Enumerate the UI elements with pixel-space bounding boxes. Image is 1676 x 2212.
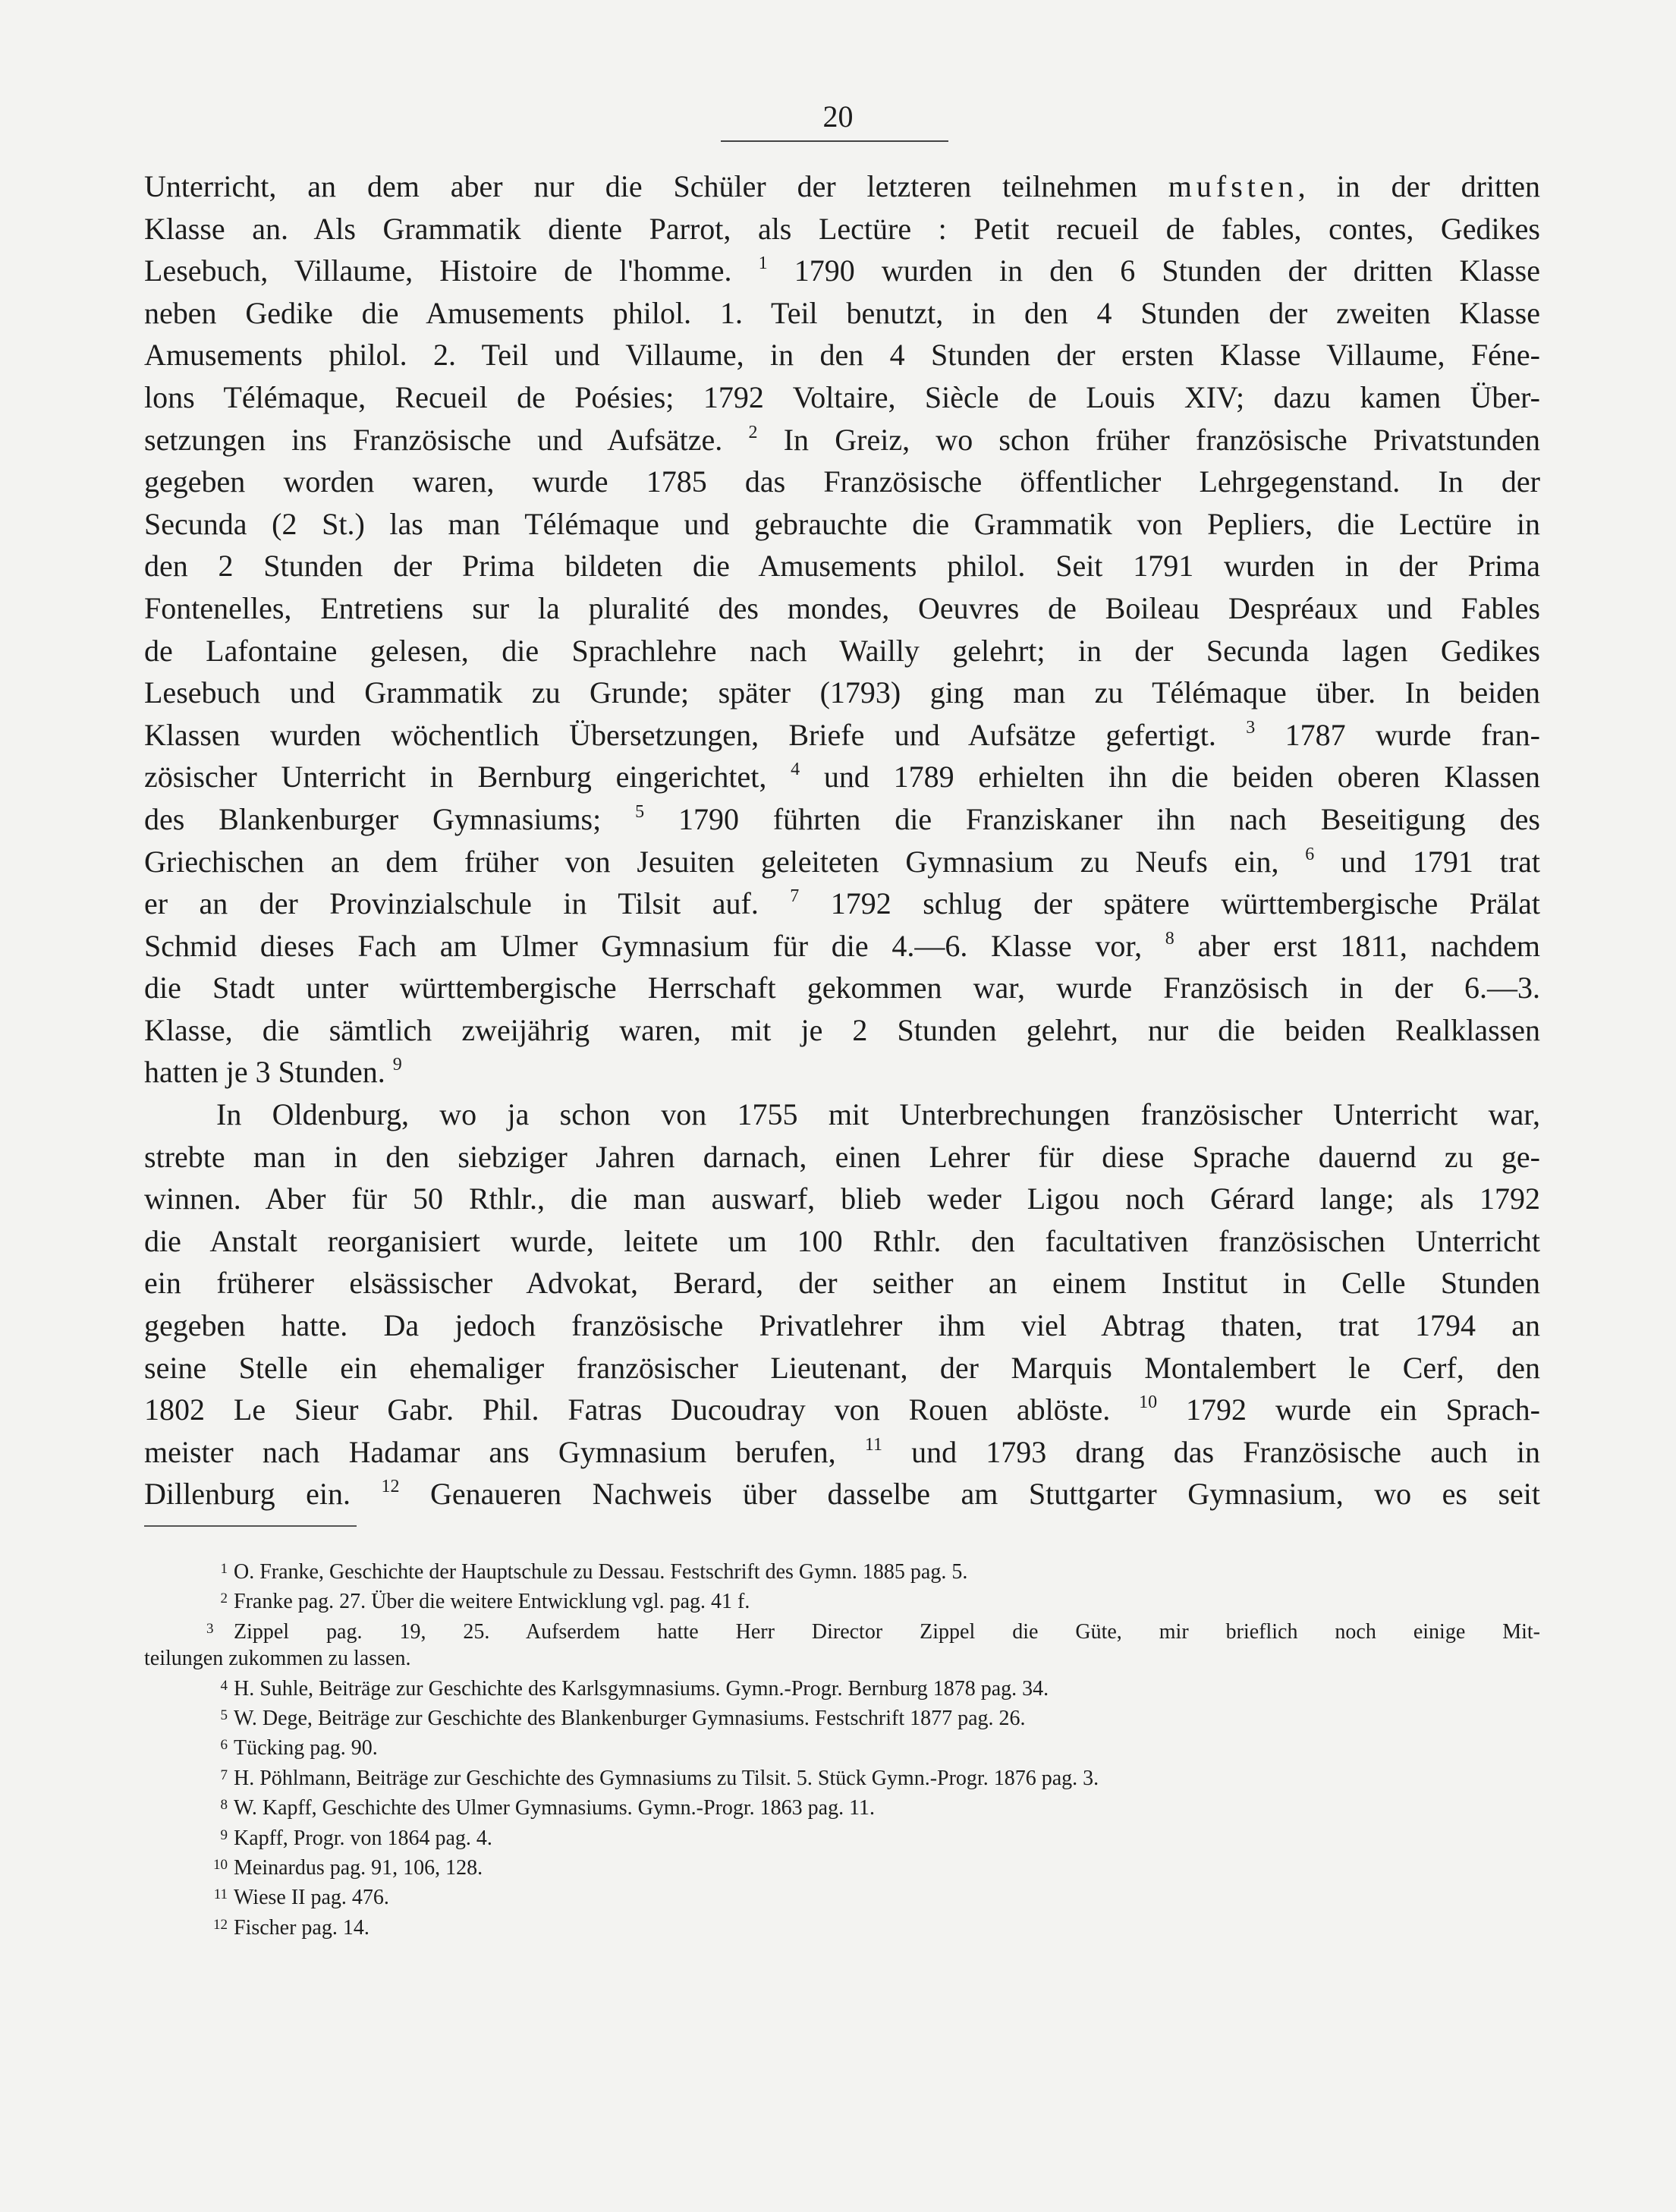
footnote bbox=[144, 1616, 1540, 1645]
text-line: gegeben hatte. Da jedoch französische Privatlehrer ihm viel Abtrag thaten, trat 1794 an bbox=[144, 1308, 1540, 1343]
footnote bbox=[144, 1912, 1540, 1941]
footnote bbox=[144, 1585, 1540, 1615]
footnote-text: Zippel pag. 19, 25. Aufserdem hatte Herr Director Zippel die Güte, mir brieflich noch einige Mit- bbox=[234, 1619, 1540, 1644]
text-line bbox=[144, 250, 1540, 292]
footnote bbox=[144, 1822, 1540, 1852]
text-segment: 1792 wurde ein Sprach- bbox=[1157, 1392, 1540, 1427]
text-line: gegeben worden waren, wurde 1785 das Französische öffentlicher Lehrgegenstand. In der bbox=[144, 464, 1540, 499]
footnote-number: 2 bbox=[220, 1591, 228, 1607]
text-line bbox=[144, 165, 1540, 208]
text-line: Klasse, die sämtlich zweijährig waren, mit je 2 Stunden gelehrt, nur die beiden Realklassen bbox=[144, 1012, 1540, 1047]
footnote-marker: 8 bbox=[1165, 928, 1174, 949]
footnote-text: O. Franke, Geschichte der Hauptschule zu Dessau. Festschrift des Gymn. 1885 pag. 5. bbox=[234, 1560, 968, 1584]
footnote bbox=[144, 1852, 1540, 1881]
text-line: de Lafontaine gelesen, die Sprachlehre nach Wailly gelehrt; in der Secunda lagen Gedikes bbox=[144, 633, 1540, 668]
footnote-marker: 5 bbox=[635, 801, 645, 822]
paragraph-2 bbox=[144, 1093, 1540, 1515]
footnote-number: 6 bbox=[220, 1737, 228, 1754]
text-line bbox=[144, 1051, 1540, 1093]
text-line bbox=[144, 756, 1540, 798]
footnote bbox=[144, 1762, 1540, 1792]
footnote bbox=[144, 1881, 1540, 1911]
footnote-text: H. Pöhlmann, Beiträge zur Geschichte des Gymnasiums zu Tilsit. 5. Stück Gymn.-Progr. 1876 pag. 3. bbox=[234, 1766, 1099, 1790]
text-line: die Stadt unter württembergische Herrschaft gekommen war, wurde Französisch in der 6.—3. bbox=[144, 971, 1540, 1005]
text-segment: 1787 wurde fran- bbox=[1255, 717, 1540, 752]
text-segment: des Blankenburger Gymnasiums; bbox=[144, 801, 636, 836]
footnote-rule bbox=[144, 1525, 357, 1527]
text-segment: , in der dritten bbox=[1297, 169, 1540, 203]
text-line: Klasse an. Als Grammatik diente Parrot, als Lectüre : Petit recueil de fables, contes, Gedikes bbox=[144, 211, 1540, 246]
footnote-text: Kapff, Progr. von 1864 pag. 4. bbox=[234, 1826, 492, 1850]
footnote-marker: 12 bbox=[381, 1477, 400, 1497]
page-number-rule bbox=[721, 140, 948, 142]
footnote-text: Meinardus pag. 91, 106, 128. bbox=[234, 1856, 483, 1880]
footnote-number: 5 bbox=[220, 1707, 228, 1724]
footnote-text: W. Kapff, Geschichte des Ulmer Gymnasiums. Gymn.-Progr. 1863 pag. 11. bbox=[234, 1796, 876, 1820]
text-line: winnen. Aber für 50 Rthlr., die man auswarf, blieb weder Ligou noch Gérard lange; als 1792 bbox=[144, 1182, 1540, 1216]
text-line: strebte man in den siebziger Jahren darnach, einen Lehrer für diese Sprache dauernd zu ge- bbox=[144, 1139, 1540, 1174]
footnote-text: W. Dege, Beiträge zur Geschichte des Blankenburger Gymnasiums. Festschrift 1877 pag. 26. bbox=[234, 1707, 1026, 1731]
text-line: Lesebuch und Grammatik zu Grunde; später (1793) ging man zu Télémaque über. In beiden bbox=[144, 675, 1540, 710]
text-segment: er an der Provinzialschule in Tilsit auf. bbox=[144, 886, 791, 921]
footnote-text: Tücking pag. 90. bbox=[234, 1736, 378, 1760]
text-line bbox=[144, 1473, 1540, 1515]
footnotes bbox=[144, 1556, 1540, 1941]
text-line bbox=[144, 714, 1540, 757]
text-line bbox=[144, 925, 1540, 968]
footnote-marker: 10 bbox=[1139, 1392, 1158, 1413]
footnote bbox=[144, 1792, 1540, 1821]
text-line: den 2 Stunden der Prima bildeten die Amusements philol. Seit 1791 wurden in der Prima bbox=[144, 549, 1540, 584]
text-line: Fontenelles, Entretiens sur la pluralité des mondes, Oeuvres de Boileau Despréaux und Fables bbox=[144, 590, 1540, 625]
footnote-marker: 7 bbox=[790, 886, 800, 907]
footnote-marker: 3 bbox=[1246, 717, 1256, 738]
text-segment: Schmid dieses Fach am Ulmer Gymnasium für die 4.—6. Klasse vor, bbox=[144, 928, 1165, 963]
text-segment: Griechischen an dem früher von Jesuiten geleiteten Gymnasium zu Neufs ein, bbox=[144, 844, 1306, 879]
text-line bbox=[144, 883, 1540, 925]
text-segment: 1790 wurden in den 6 Stunden der dritten Klasse bbox=[767, 253, 1541, 288]
page-number: 20 bbox=[822, 99, 854, 134]
footnote-marker: 2 bbox=[748, 422, 758, 442]
footnote bbox=[144, 1672, 1540, 1702]
footnote-marker: 4 bbox=[791, 760, 800, 780]
text-segment: 1802 Le Sieur Gabr. Phil. Fatras Ducoudray von Rouen ablöste. bbox=[144, 1392, 1140, 1427]
text-segment: setzungen ins Französische und Aufsätze. bbox=[144, 422, 749, 457]
footnote-number: 1 bbox=[220, 1561, 228, 1577]
text-line: ein früherer elsässischer Advokat, Berard, der seither an einem Institut in Celle Stunden bbox=[144, 1266, 1540, 1301]
text-segment: 1792 schlug der spätere württembergische Prälat bbox=[799, 886, 1540, 921]
text-segment: meister nach Hadamar ans Gymnasium berufen, bbox=[144, 1434, 865, 1469]
text-line bbox=[144, 798, 1540, 841]
text-segment: hatten je 3 Stunden. bbox=[144, 1055, 393, 1090]
footnote-marker: 11 bbox=[864, 1434, 882, 1455]
text-segment: 1790 führten die Franziskaner ihn nach Beseitigung des bbox=[644, 801, 1540, 836]
text-segment: und 1791 trat bbox=[1314, 844, 1540, 879]
footnote bbox=[144, 1732, 1540, 1761]
text-line: Secunda (2 St.) las man Télémaque und gebrauchte die Grammatik von Pepliers, die Lectüre in bbox=[144, 506, 1540, 541]
body-text bbox=[144, 165, 1540, 1515]
text-segment: In Greiz, wo schon früher französische Privatstunden bbox=[757, 422, 1541, 457]
footnote-number: 9 bbox=[220, 1827, 228, 1843]
footnote-number: 7 bbox=[220, 1767, 228, 1783]
text-line: seine Stelle ein ehemaliger französischer Lieutenant, der Marquis Montalembert le Cerf, den bbox=[144, 1350, 1540, 1385]
text-line bbox=[144, 841, 1540, 883]
footnote-number: 4 bbox=[220, 1677, 228, 1694]
footnote-number: 12 bbox=[213, 1916, 228, 1933]
footnote-marker: 6 bbox=[1305, 844, 1315, 864]
footnote-text: H. Suhle, Beiträge zur Geschichte des Karlsgymnasiums. Gymn.-Progr. Bernburg 1878 pag. 34. bbox=[234, 1676, 1049, 1701]
text-line: In Oldenburg, wo ja schon von 1755 mit Unterbrechungen französischer Unterricht war, bbox=[216, 1097, 1540, 1132]
footnote-number: 8 bbox=[220, 1797, 228, 1814]
emphasized-word: mufsten bbox=[1168, 169, 1298, 203]
text-line: die Anstalt reorganisiert wurde, leitete um 100 Rthlr. den facultativen französischen Unterricht bbox=[144, 1223, 1540, 1258]
text-line: neben Gedike die Amusements philol. 1. Teil benutzt, in den 4 Stunden der zweiten Klasse bbox=[144, 295, 1540, 330]
text-segment: aber erst 1811, nachdem bbox=[1174, 928, 1540, 963]
text-segment: und 1793 drang das Französische auch in bbox=[882, 1434, 1540, 1469]
text-segment: Lesebuch, Villaume, Histoire de l'homme. bbox=[144, 253, 759, 288]
footnote-text: Wiese II pag. 476. bbox=[234, 1886, 389, 1910]
footnote-text: Franke pag. 27. Über die weitere Entwicklung vgl. pag. 41 f. bbox=[234, 1590, 750, 1614]
footnote-marker: 9 bbox=[392, 1055, 402, 1075]
footnote-number: 3 bbox=[206, 1620, 214, 1637]
text-segment: Genaueren Nachweis über dasselbe am Stuttgarter Gymnasium, wo es seit bbox=[399, 1477, 1540, 1512]
footnote-marker: 1 bbox=[758, 253, 768, 274]
footnote bbox=[144, 1556, 1540, 1585]
footnote bbox=[144, 1702, 1540, 1732]
text-line bbox=[144, 1431, 1540, 1474]
text-segment: Dillenburg ein. bbox=[144, 1477, 382, 1512]
text-segment: Unterricht, an dem aber nur die Schüler der letzteren teilnehmen bbox=[144, 169, 1168, 203]
text-line bbox=[144, 1389, 1540, 1431]
text-line: Amusements philol. 2. Teil und Villaume, in den 4 Stunden der ersten Klasse Villaume, Féne- bbox=[144, 338, 1540, 373]
text-segment: und 1789 erhielten ihn die beiden oberen Klassen bbox=[800, 760, 1540, 794]
footnote-continuation: teilungen zukommen zu lassen. bbox=[144, 1647, 411, 1671]
footnote-text: Fischer pag. 14. bbox=[234, 1915, 369, 1940]
footnote-number: 10 bbox=[213, 1857, 228, 1874]
text-line bbox=[144, 419, 1540, 461]
text-segment: Klassen wurden wöchentlich Übersetzungen, Briefe und Aufsätze gefertigt. bbox=[144, 717, 1247, 752]
text-line: lons Télémaque, Recueil de Poésies; 1792 Voltaire, Siècle de Louis XIV; dazu kamen Über- bbox=[144, 379, 1540, 414]
text-segment: zösischer Unterricht in Bernburg eingerichtet, bbox=[144, 760, 791, 794]
footnote-number: 11 bbox=[213, 1886, 228, 1903]
paragraph-1 bbox=[144, 165, 1540, 1093]
